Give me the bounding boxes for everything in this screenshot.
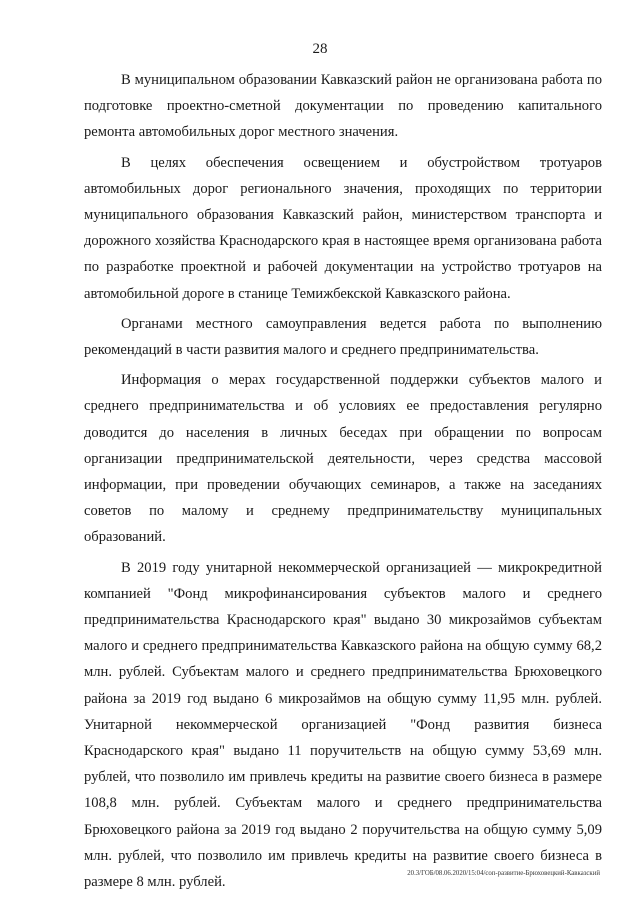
paragraph-microloans-2019: В 2019 году унитарной некоммерческой организацией — микрокредитной компанией "Фонд микрофинансирования субъектов малого и среднего предпринимательства Краснодарского края" выдано 30 микрозаймов субъектам малого и среднего предпринимательства Кавказского района на общую сумму 68,2 млн. рублей. Субъектам малого и среднего предпринимательства Брюховецкого района за 2019 год выдано 6 микрозаймов на общую сумму 11,95 млн. рублей. Унитарной некоммерческой организацией "Фонд развития бизнеса Краснодарского края" выдано 11 поручительств на общую сумму 53,69 млн. рублей, что позволило им привлечь кредиты на развитие своего бизнеса в размере 108,8 млн. рублей. Субъектам малого и среднего предпринимательства Брюховецкого района за 2019 год выдано 2 поручительства на общую сумму 5,09 млн. рублей, что позволило им привлечь кредиты на развитие своего бизнеса в размере 8 млн. рублей.	[84, 559, 602, 891]
document-body	[84, 67, 602, 899]
paragraph-sidewalks: В целях обеспечения освещением и обустройством тротуаров автомобильных дорог регионального значения, проходящих по территории муниципального образования Кавказский район, министерством транспорта и дорожного хозяйства Краснодарского края в настоящее время организована работа по разработке проектной и рабочей документации на устройство тротуаров на автомобильной дороге в станице Темижбекской Кавказского района.	[84, 154, 602, 302]
page-number: 28	[312, 41, 328, 57]
paragraph-road-documentation: В муниципальном образовании Кавказский район не организована работа по подготовке проектно-сметной документации по проведению капитального ремонта автомобильных дорог местного значения.	[84, 72, 602, 141]
paragraph-local-government: Органами местного самоуправления ведется работа по выполнению рекомендаций в части развития малого и среднего предпринимательства.	[84, 315, 602, 359]
document-footer-reference: 20.3/ГОБ/08.06.2020/15:04/соп-развитие-Брюховецкий-Кавказский	[407, 870, 600, 877]
paragraph-support-information: Информация о мерах государственной поддержки субъектов малого и среднего предпринимательства и об условиях ее предоставления регулярно доводится до населения в личных беседах при обращении по вопросам организации предпринимательской деятельности, через средства массовой информации, при проведении обучающих семинаров, а также на заседаниях советов по малому и среднему предпринимательству муниципальных образований.	[84, 372, 602, 546]
